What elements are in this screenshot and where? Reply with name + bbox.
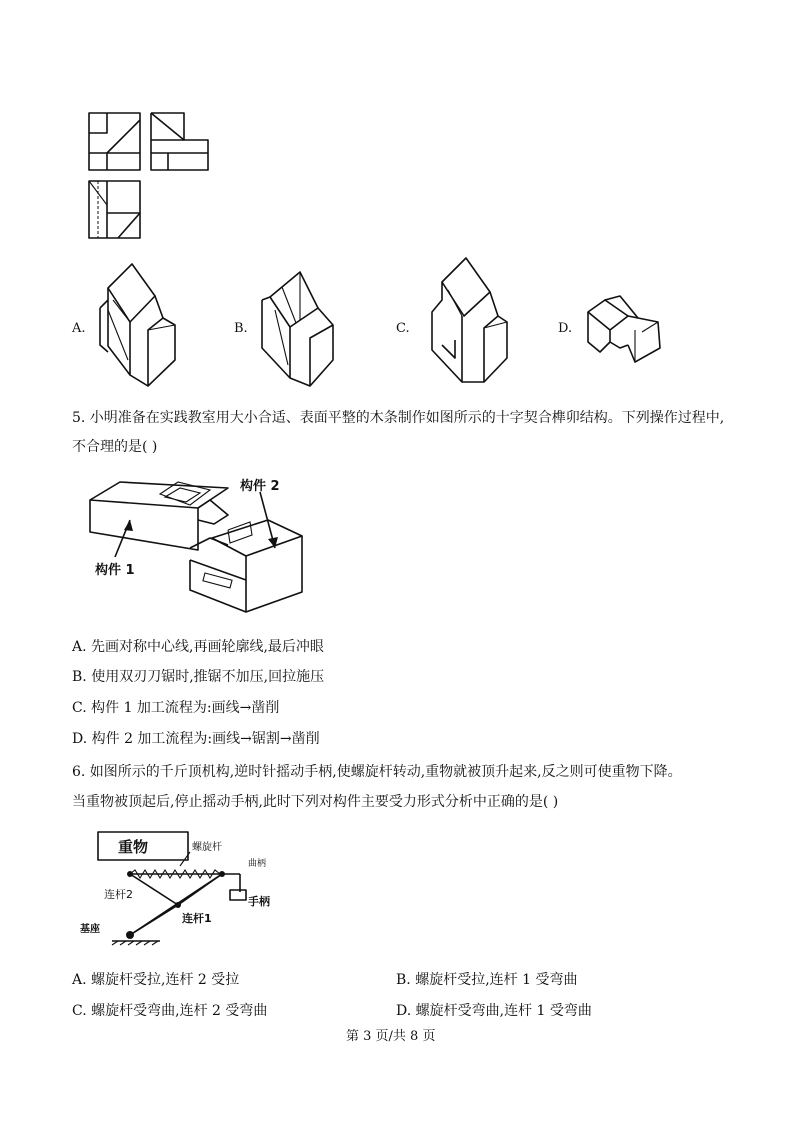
q5-stem-line1: 5. 小明准备在实践教室用大小合适、表面平整的木条制作如图所示的十字契合榫卯结构。下列操作过程中, (72, 410, 725, 426)
q5-option-d[interactable]: D. 构件 2 加工流程为:画线→锯割→凿削 (72, 731, 320, 747)
fig-crank-label: 曲柄 (248, 859, 267, 869)
option-a-label: A. (72, 321, 86, 336)
fig-label-part1: 构件 1 (95, 563, 135, 578)
option-c-label: C. (396, 321, 410, 336)
q5-option-a[interactable]: A. 先画对称中心线,再画轮廓线,最后冲眼 (72, 639, 324, 655)
fig-weight-label: 重物 (118, 838, 149, 856)
fig-label-part2: 构件 2 (240, 479, 280, 494)
q6-stem-line1: 6. 如图所示的千斤顶机构,逆时针摇动手柄,使螺旋杆转动,重物就被顶升起来,反之则可使重物下降。 (72, 764, 682, 780)
q6-option-b[interactable]: B. 螺旋杆受拉,连杆 1 受弯曲 (396, 972, 578, 988)
q5-option-c[interactable]: C. 构件 1 加工流程为:画线→凿削 (72, 700, 280, 716)
fig-screw-label: 螺旋杆 (192, 842, 222, 853)
q6-option-d[interactable]: D. 螺旋杆受弯曲,连杆 1 受弯曲 (396, 1003, 592, 1019)
q5-stem-line2: 不合理的是( ) (72, 439, 158, 455)
q6-stem-line2: 当重物被顶起后,停止摇动手柄,此时下列对构件主要受力形式分析中正确的是( ) (72, 794, 559, 810)
option-b-label: B. (234, 321, 248, 336)
option-d-label: D. (558, 321, 573, 336)
fig-handle-label: 手柄 (248, 895, 270, 908)
fig-rod2-label: 连杆2 (104, 888, 133, 901)
q6-option-c[interactable]: C. 螺旋杆受弯曲,连杆 2 受弯曲 (72, 1003, 268, 1019)
fig-base-label: 基座 (80, 924, 100, 935)
q6-option-a[interactable]: A. 螺旋杆受拉,连杆 2 受拉 (72, 972, 240, 988)
q5-option-b[interactable]: B. 使用双刃刀锯时,推锯不加压,回拉施压 (72, 669, 325, 685)
page-footer: 第 3 页/共 8 页 (346, 1029, 436, 1044)
fig-rod1-label: 连杆1 (182, 912, 212, 925)
